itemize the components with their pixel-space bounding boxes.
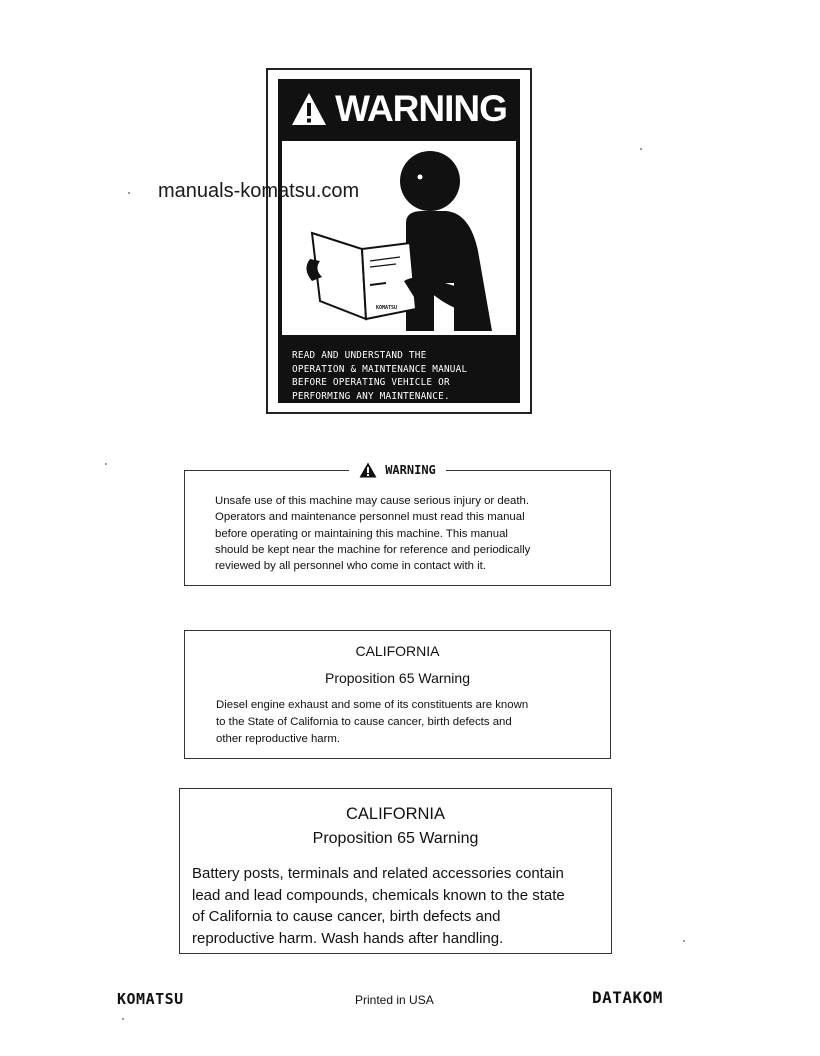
scan-speck [105,463,107,465]
warning-decal-header [278,79,520,139]
warning-decal-caption [292,349,514,403]
warning-triangle-icon [291,92,327,126]
warning-decal-panel [278,79,520,403]
california-prop65-battery-box [179,788,612,954]
decal-caption-line: PERFORMING ANY MAINTENANCE. [292,390,450,402]
warning-notice-legend [185,462,610,478]
scan-speck [122,1018,124,1020]
decal-caption-line: BEFORE OPERATING VEHICLE OR [292,377,450,388]
scan-speck [128,192,130,194]
warning-line: Operators and maintenance personnel must read this manual [215,511,525,524]
california-prop65-diesel-box [184,630,611,759]
warning-decal [266,68,532,414]
decal-caption-line: READ AND UNDERSTAND THE [292,350,427,361]
warning-triangle-icon [359,462,377,478]
california-line: other reproductive harm. [216,732,341,745]
california-line: lead and lead compounds, chemicals known to the state [192,886,565,904]
scan-speck [683,940,685,942]
warning-notice-box [184,463,611,586]
california-title: CALIFORNIA [355,643,440,659]
california-battery-text [192,863,565,949]
printed-in-label: Printed in USA [355,993,434,1007]
proposition-65-subtitle: Proposition 65 Warning [312,830,479,847]
california-line: Battery posts, terminals and related accessories contain [192,865,564,882]
datakom-logo: DATAKOM [592,988,663,1007]
warning-line: reviewed by all personnel who come in contact with it. [215,560,486,573]
warning-line: before operating or maintaining this machine. This manual [215,527,508,540]
california-line: of California to cause cancer, birth defects and [192,908,501,925]
warning-line: should be kept near the machine for reference and periodically [215,543,531,556]
warning-notice-title: WARNING [385,463,436,477]
california-diesel-text [216,697,528,747]
california-line: to the State of California to cause cancer, birth defects and [216,715,512,728]
komatsu-logo: KOMATSU [117,990,184,1008]
proposition-65-subtitle: Proposition 65 Warning [324,670,470,686]
book-cover-text: KOMATSU [376,305,398,311]
warning-decal-title: WARNING [335,88,507,129]
decal-caption-line: OPERATION & MAINTENANCE MANUAL [292,363,468,375]
california-line: Diesel engine exhaust and some of its constituents are known [216,699,529,711]
scan-speck [640,148,642,150]
watermark-text: manuals-komatsu.com [158,180,360,202]
person-reading-manual-illustration [282,141,516,335]
california-title: CALIFORNIA [345,805,446,823]
california-line: reproductive harm. Wash hands after handling. [192,929,504,947]
warning-notice-text [215,493,595,574]
warning-line: Unsafe use of this machine may cause serious injury or death. [215,495,530,507]
